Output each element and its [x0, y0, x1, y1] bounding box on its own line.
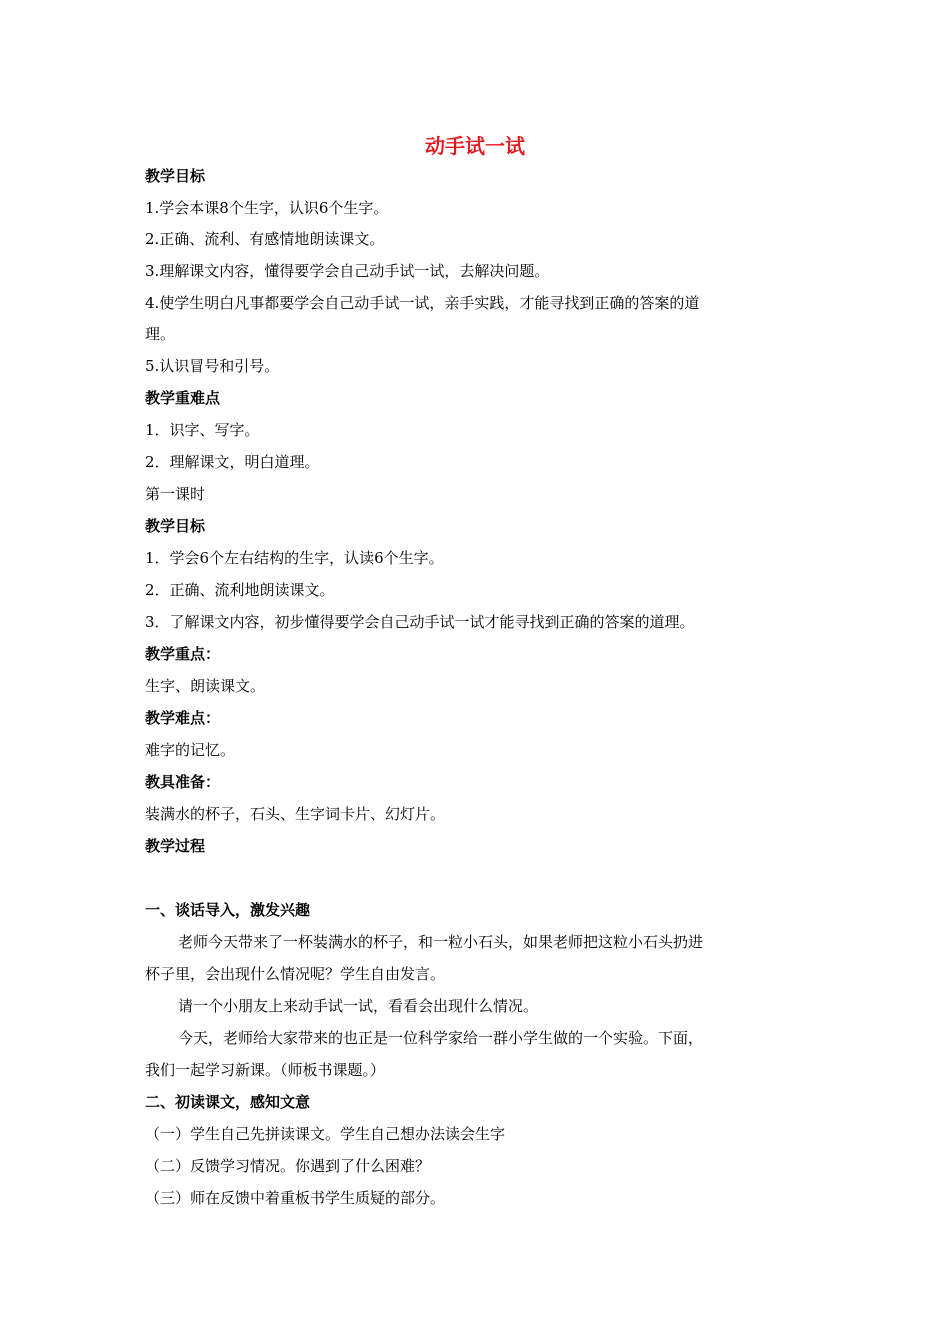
goal-item-4: 4.使学生明白凡事都要学会自己动手试一试，亲手实践，才能寻找到正确的答案的道	[145, 294, 700, 312]
focus-text: 生字、朗读课文。	[145, 677, 266, 695]
lesson-goal-1: 1．学会6个左右结构的生字，认读6个生字。	[145, 549, 444, 567]
heading-materials: 教具准备：	[145, 773, 221, 791]
goal-item-1: 1.学会本课8个生字，认识6个生字。	[145, 199, 389, 217]
lesson-label: 第一课时	[145, 485, 206, 503]
goal-item-4-cont: 理。	[145, 325, 176, 343]
section-2-item-2: （二）反馈学习情况。你遇到了什么困难？	[145, 1157, 431, 1175]
section-1-title: 一、谈话导入，激发兴趣	[145, 901, 311, 919]
lesson-goal-3: 3．了解课文内容，初步懂得要学会自己动手试一试才能寻找到正确的答案的道理。	[145, 613, 695, 631]
section-2-item-1: （一）学生自己先拼读课文。学生自己想办法读会生字	[145, 1125, 506, 1143]
key-item-1: 1．识字、写字。	[145, 421, 260, 439]
section-1-paragraph-3: 今天，老师给大家带来的也正是一位科学家给一群小学生做的一个实验。下面，	[178, 1029, 704, 1047]
document-title: 动手试一试	[425, 134, 525, 158]
difficulty-text: 难字的记忆。	[145, 741, 236, 759]
heading-focus: 教学重点：	[145, 645, 221, 663]
lesson-goal-2: 2．正确、流利地朗读课文。	[145, 581, 335, 599]
section-1-paragraph-3-cont: 我们一起学习新课。（师板书课题。）	[145, 1061, 386, 1079]
section-1-paragraph-1: 老师今天带来了一杯装满水的杯子，和一粒小石头，如果老师把这粒小石头扔进	[178, 933, 704, 951]
goal-item-2: 2.正确、流利、有感情地朗读课文。	[145, 230, 385, 248]
section-2-item-3: （三）师在反馈中着重板书学生质疑的部分。	[145, 1189, 446, 1207]
heading-difficulty: 教学难点：	[145, 709, 221, 727]
section-1-paragraph-2: 请一个小朋友上来动手试一试，看看会出现什么情况。	[178, 997, 539, 1015]
heading-teaching-goals: 教学目标	[145, 167, 206, 185]
heading-lesson-goals: 教学目标	[145, 517, 206, 535]
section-1-paragraph-1-cont: 杯子里，会出现什么情况呢？学生自由发言。	[145, 965, 446, 983]
heading-key-points: 教学重难点	[145, 389, 221, 407]
heading-process: 教学过程	[145, 837, 206, 855]
section-2-title: 二、初读课文，感知文意	[145, 1093, 311, 1111]
goal-item-5: 5.认识冒号和引号。	[145, 357, 280, 375]
materials-text: 装满水的杯子，石头、生字词卡片、幻灯片。	[145, 805, 446, 823]
key-item-2: 2．理解课文，明白道理。	[145, 453, 320, 471]
goal-item-3: 3.理解课文内容，懂得要学会自己动手试一试，去解决问题。	[145, 262, 550, 280]
